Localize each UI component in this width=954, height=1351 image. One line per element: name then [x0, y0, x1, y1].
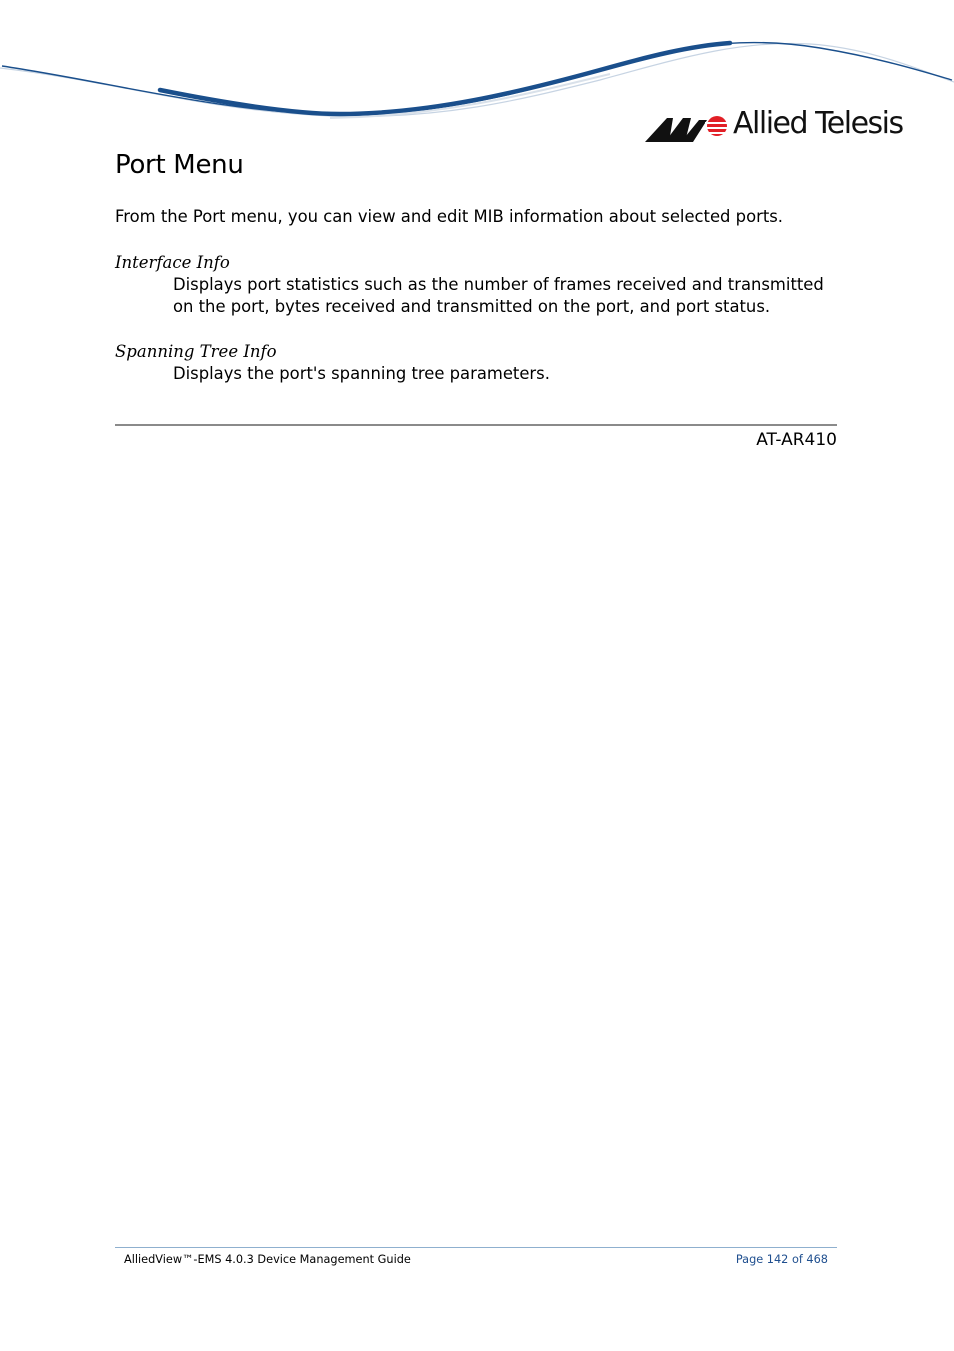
allied-telesis-mark-icon — [645, 112, 729, 142]
definition-interface-info: Displays port statistics such as the number of frames received and transmitted on the port, bytes received and transmitted on the port, and port status. — [173, 275, 824, 316]
logo-text: Allied Telesis — [733, 106, 903, 141]
intro-paragraph: From the Port menu, you can view and edit MIB information about selected ports. — [115, 207, 784, 226]
footer-page-number: Page 142 of 468 — [735, 1253, 828, 1266]
section-divider — [115, 424, 837, 426]
footer-divider — [115, 1247, 837, 1248]
model-label: AT-AR410 — [756, 430, 837, 450]
definition-spanning-tree-info: Displays the port's spanning tree parameters. — [173, 364, 550, 383]
footer-guide-title: AlliedView™-EMS 4.0.3 Device Management Guide — [124, 1253, 411, 1266]
term-spanning-tree-info: Spanning Tree Info — [115, 342, 277, 361]
page-title: Port Menu — [115, 150, 244, 180]
term-interface-info: Interface Info — [115, 253, 230, 272]
allied-telesis-logo — [645, 108, 905, 148]
